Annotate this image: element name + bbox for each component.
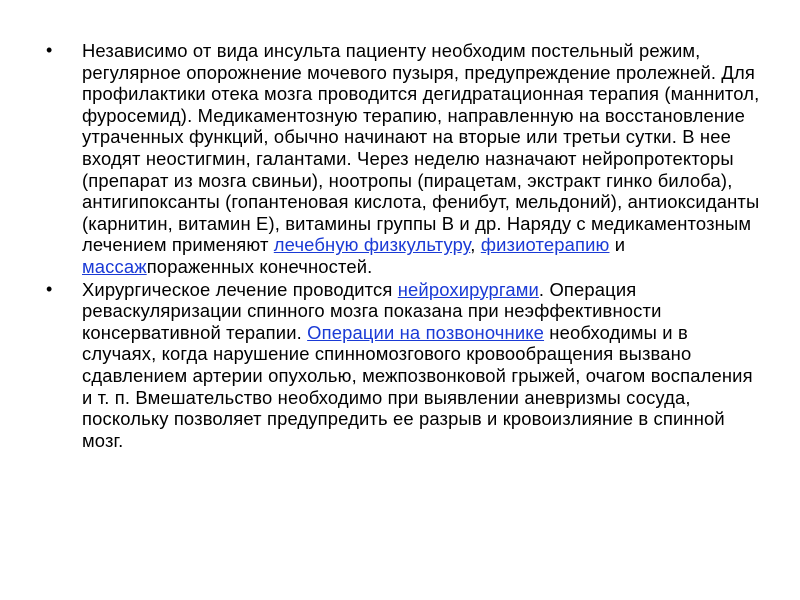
bullet-item-conservative-treatment bbox=[46, 40, 760, 278]
text-segment: и bbox=[609, 234, 626, 256]
paragraph-text bbox=[82, 279, 753, 451]
bullet-icon: • bbox=[46, 40, 53, 60]
text-segment: . Операция реваскуляризации спинного мозга показана при неэффективности консервативной терапии. bbox=[82, 278, 662, 343]
bullet-item-surgical-treatment bbox=[46, 279, 760, 452]
link-therapeutic-exercise[interactable]: лечебную физкультуру bbox=[273, 234, 471, 256]
text-segment: необходимы и в случаях, когда нарушение спинномозгового кровообращения вызвано сдавлением артерии опухолью, межпозвонковой грыжей, очагом воспаления и т. п. Вмешательство необходимо при выявлении аневризмы сосуда, поскольку позволяет предупредить ее разрыв и кровоизлияние в спинной мозг. bbox=[82, 321, 753, 451]
text-segment: пораженных конечностей. bbox=[146, 255, 373, 277]
bullet-icon: • bbox=[46, 278, 53, 299]
paragraph-text bbox=[82, 40, 759, 277]
link-physiotherapy[interactable]: физиотерапию bbox=[480, 234, 610, 256]
link-neurosurgeons[interactable]: нейрохирургами bbox=[397, 278, 539, 300]
bullet-list bbox=[46, 40, 760, 451]
text-segment: Независимо от вида инсульта пациенту необходим постельный режим, регулярное опорожнение мочевого пузыря, предупреждение пролежней. Для профилактики отека мозга проводится дегидратационная терапия (маннитол, фуросемид). Медикаментозную терапию, направленную на восстановление утраченных функций, обычно начинают на вторые или третьи сутки. В нее входят неостигмин, галантами. Через неделю назначают нейропротекторы (препарат из мозга свиньи), ноотропы (пирацетам, экстракт гинко билоба), антигипоксанты (гопантеновая кислота, фенибут, мельдоний), антиоксиданты (карнитин, витамин Е), витамины группы В и др. Наряду с медикаментозным лечением применяют bbox=[82, 40, 760, 256]
link-spine-operations[interactable]: Операции на позвоночнике bbox=[307, 321, 545, 343]
link-massage[interactable]: массаж bbox=[82, 255, 147, 277]
text-segment: , bbox=[470, 234, 481, 256]
text-segment: Хирургическое лечение проводится bbox=[82, 278, 398, 300]
